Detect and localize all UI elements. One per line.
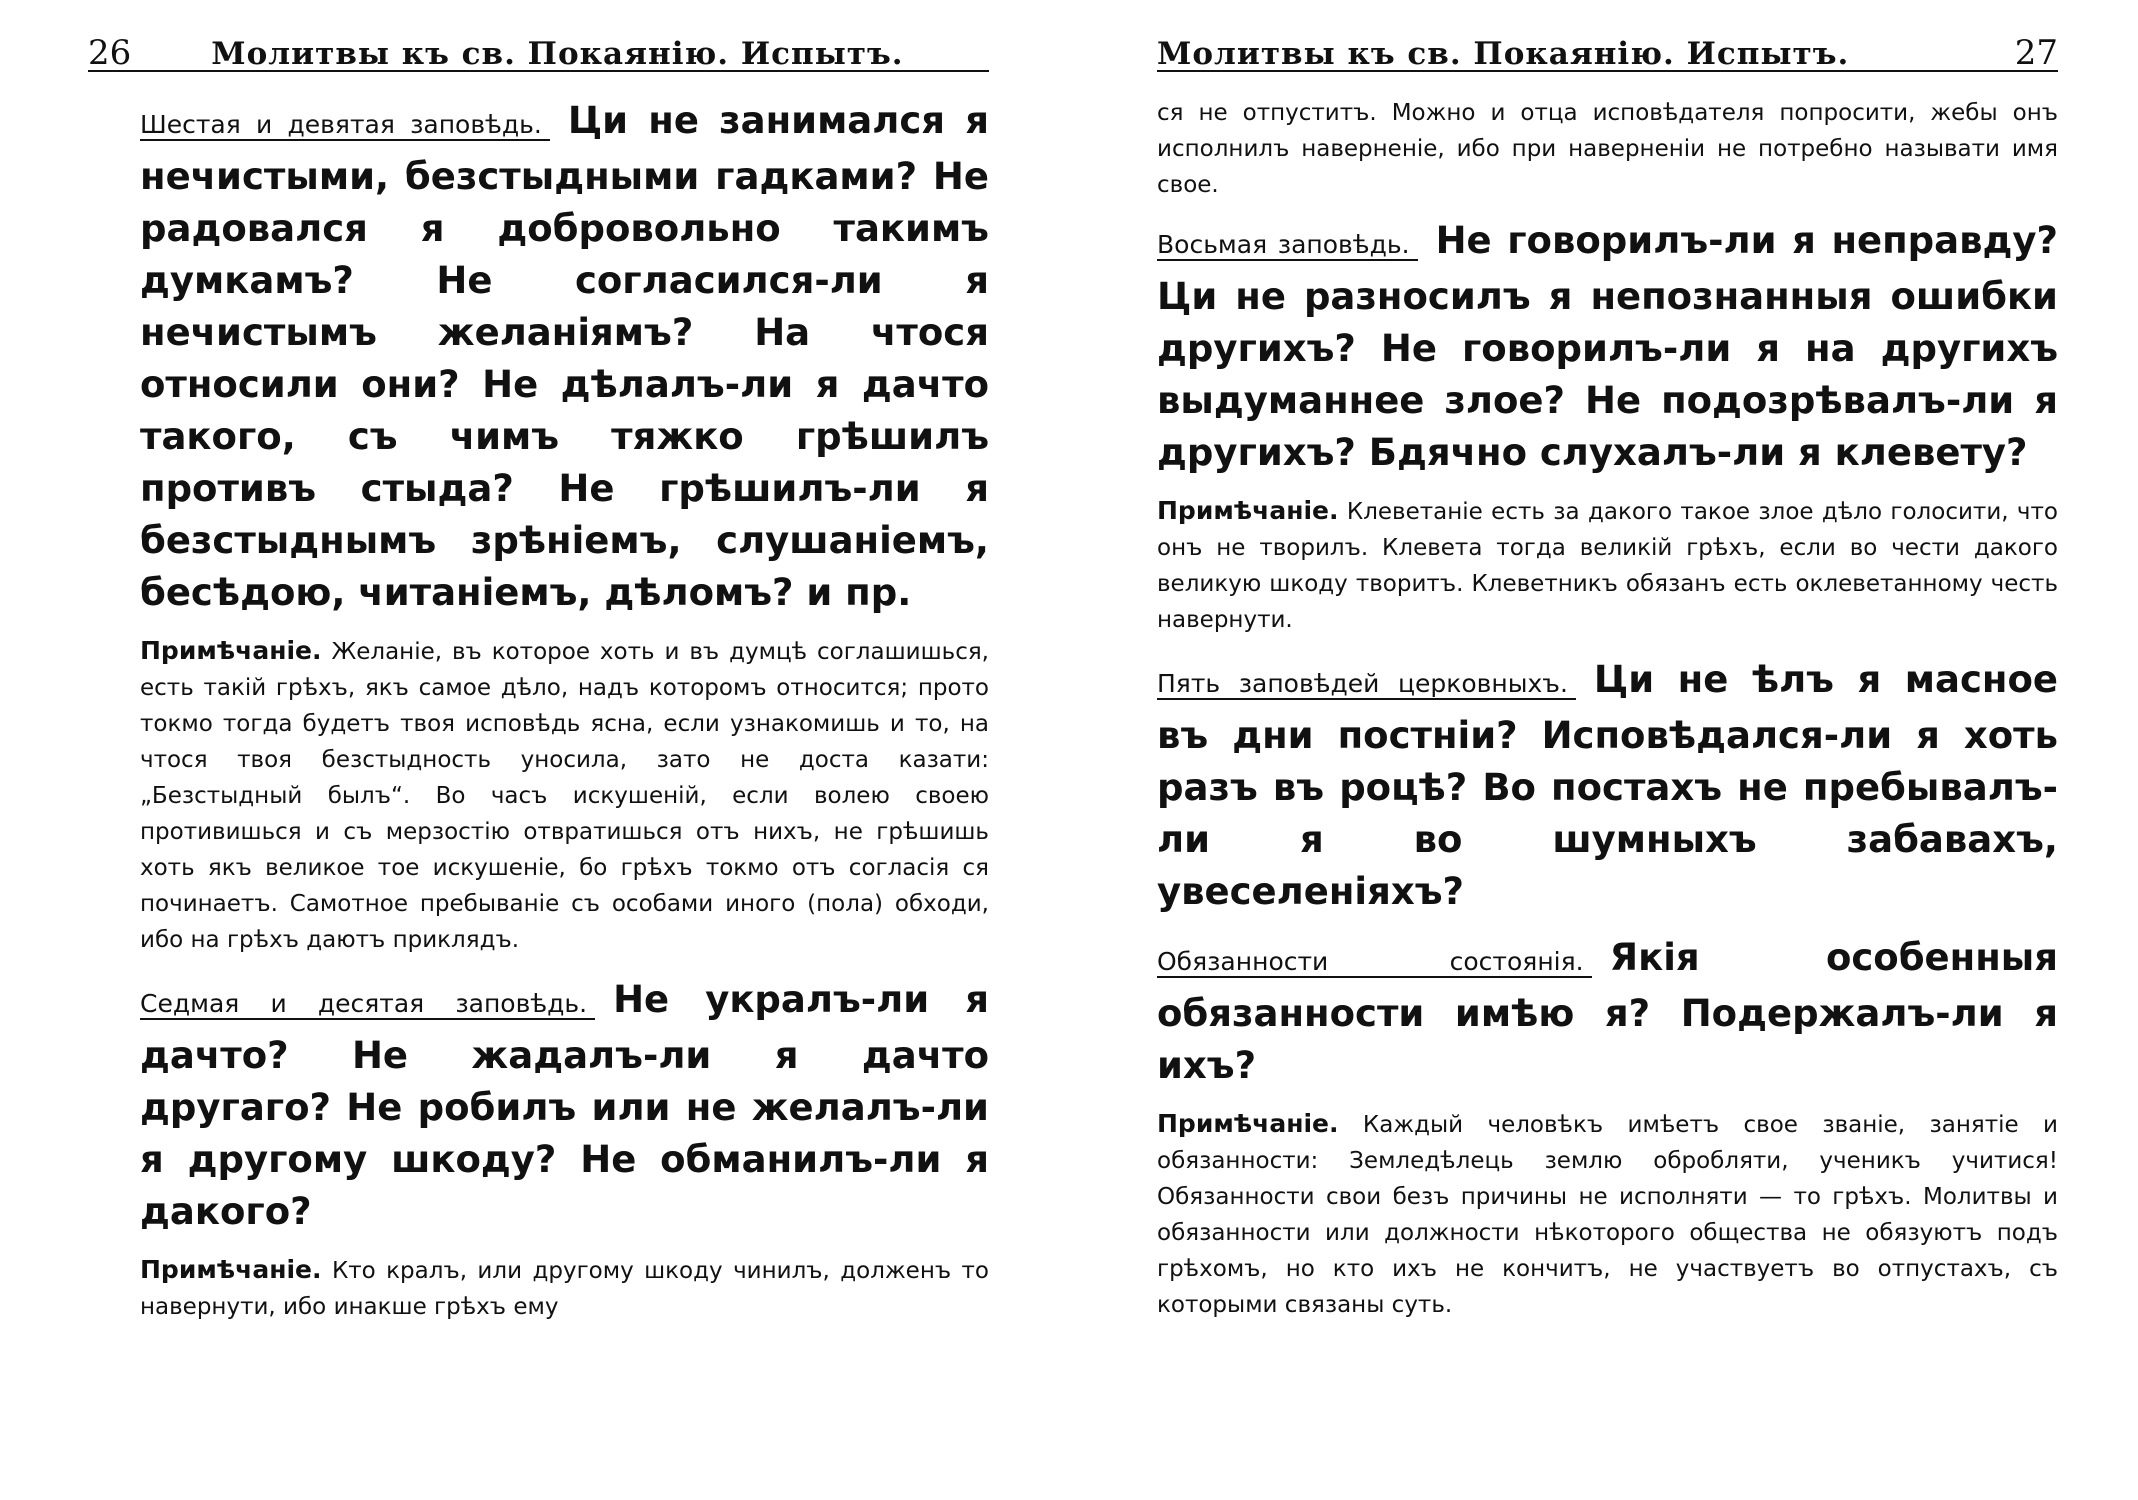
section-text: Ци не занимался я нечистыми, безстыдными гадками? Не радовался я добровольно такимъ думкамъ? Не согласился-ли я нечистымъ желаніямъ? На чтося относили они? Не дѣлалъ-ли я дачто такого, съ чимъ тяжко грѣшилъ противъ стыда? Не грѣшилъ-ли я безстыднымъ зрѣніемъ, слушаніемъ, бесѣдою, читаніемъ, дѣломъ? и пр. xyxy=(140,99,989,614)
left-page-header xyxy=(88,18,989,73)
section-text: Не укралъ-ли я дачто? Не жадалъ-ли я дачто другаго? Не робилъ или не желалъ-ли я другому шкоду? Не обманилъ-ли я дакого? xyxy=(140,978,989,1233)
right-column xyxy=(1157,95,2058,1470)
section-heading: Седмая и десятая заповѣдь. xyxy=(140,989,595,1020)
note-text: Каждый человѣкъ имѣетъ свое званіе, занятіе и обязанности: Земледѣлець землю обробляти, ученикъ учитися! Обязанности свои безъ причины не исполняти — то грѣхъ. Молитвы и обязанности или должности нѣкоторого общества не обязуютъ подъ грѣхомъ, но кто ихъ не кончитъ, не участвуетъ во отпустахъ, съ которыми связаны суть. xyxy=(1157,1112,2059,1318)
section-eighth-commandment xyxy=(1157,215,2058,479)
section-text: Не говорилъ-ли я неправду? Ци не разносилъ я непознанныя ошибки другихъ? Не говорилъ-ли я на другихъ выдуманнее злое? Не подозрѣвалъ-ли я другихъ? Бдячно слухалъ-ли я клевету? xyxy=(1157,219,2059,474)
section-duties-of-state xyxy=(1157,932,2058,1092)
right-running-title: Молитвы къ св. Покаянію. Испытъ. xyxy=(1157,36,1850,72)
note-block xyxy=(1157,493,2058,638)
right-header-rule xyxy=(1157,70,2058,72)
note-label: Примѣчаніе. xyxy=(1157,496,1339,525)
left-column xyxy=(140,95,989,1470)
note-label: Примѣчаніе. xyxy=(140,1255,322,1284)
note-label: Примѣчаніе. xyxy=(140,636,322,665)
note-label: Примѣчаніе. xyxy=(1157,1109,1339,1138)
section-heading: Восьмая заповѣдь. xyxy=(1157,230,1418,261)
section-text: Ци не ѣлъ я масное въ дни постніи? Исповѣдался-ли я хоть разъ въ роцѣ? Во постахъ не пребывалъ-ли я во шумныхъ забавахъ, увеселеніяхъ? xyxy=(1157,658,2058,913)
section-heading: Обязанности состоянія. xyxy=(1157,947,1592,978)
left-running-title: Молитвы къ св. Покаянію. Испытъ. xyxy=(211,36,904,72)
left-header-rule xyxy=(88,70,989,72)
left-page-number: 26 xyxy=(88,33,132,73)
note-block xyxy=(140,633,989,958)
section-church-commandments xyxy=(1157,654,2058,918)
right-page-number: 27 xyxy=(2014,33,2058,73)
note-block xyxy=(140,1252,989,1325)
note-block xyxy=(1157,1106,2058,1323)
note-text: Клеветаніе есть за дакого такое злое дѣло голосити, что онъ не творилъ. Клевета тогда великій грѣхъ, если во чести дакого великую шкоду творитъ. Клеветникъ обязанъ есть оклеветанному честь навернути. xyxy=(1157,499,2058,633)
section-heading: Пять заповѣдей церковныхъ. xyxy=(1157,669,1576,700)
right-page xyxy=(1069,0,2138,1500)
continued-note-text: ся не отпуститъ. Можно и отца исповѣдателя попросити, жебы онъ исполнилъ наверненіе, ибо при наверненіи не потребно называти имя свое. xyxy=(1157,100,2058,198)
section-seventh-tenth-commandment xyxy=(140,974,989,1238)
section-sixth-ninth-commandment xyxy=(140,95,989,619)
section-heading: Шестая и девятая заповѣдь. xyxy=(140,110,550,141)
note-text: Желаніе, въ которое хоть и въ думцѣ соглашишься, есть такій грѣхъ, якъ самое дѣло, надъ которомъ относится; прото токмо тогда будетъ твоя исповѣдь ясна, если узнакомишь и то, на чтося твоя безстыдность уносила, зато не доста казати: „Безстыдный былъ“. Во часъ искушеній, если волею своею противишься и съ мерзостію отвратишься отъ нихъ, не грѣшишь хоть якъ великое тое искушеніе, бо грѣхъ токмо отъ согласія ся починаетъ. Самотное пребываніе съ особами иного (пола) обходи, ибо на грѣхъ даютъ приклядъ. xyxy=(140,639,989,953)
right-page-header xyxy=(1157,18,2058,73)
section-text: Якія особенныя обязанности имѣю я? Подержалъ-ли я ихъ? xyxy=(1157,936,2058,1087)
note-text: Кто кралъ, или другому шкоду чинилъ, долженъ то навернути, ибо инакше грѣхъ ему xyxy=(140,1258,990,1320)
